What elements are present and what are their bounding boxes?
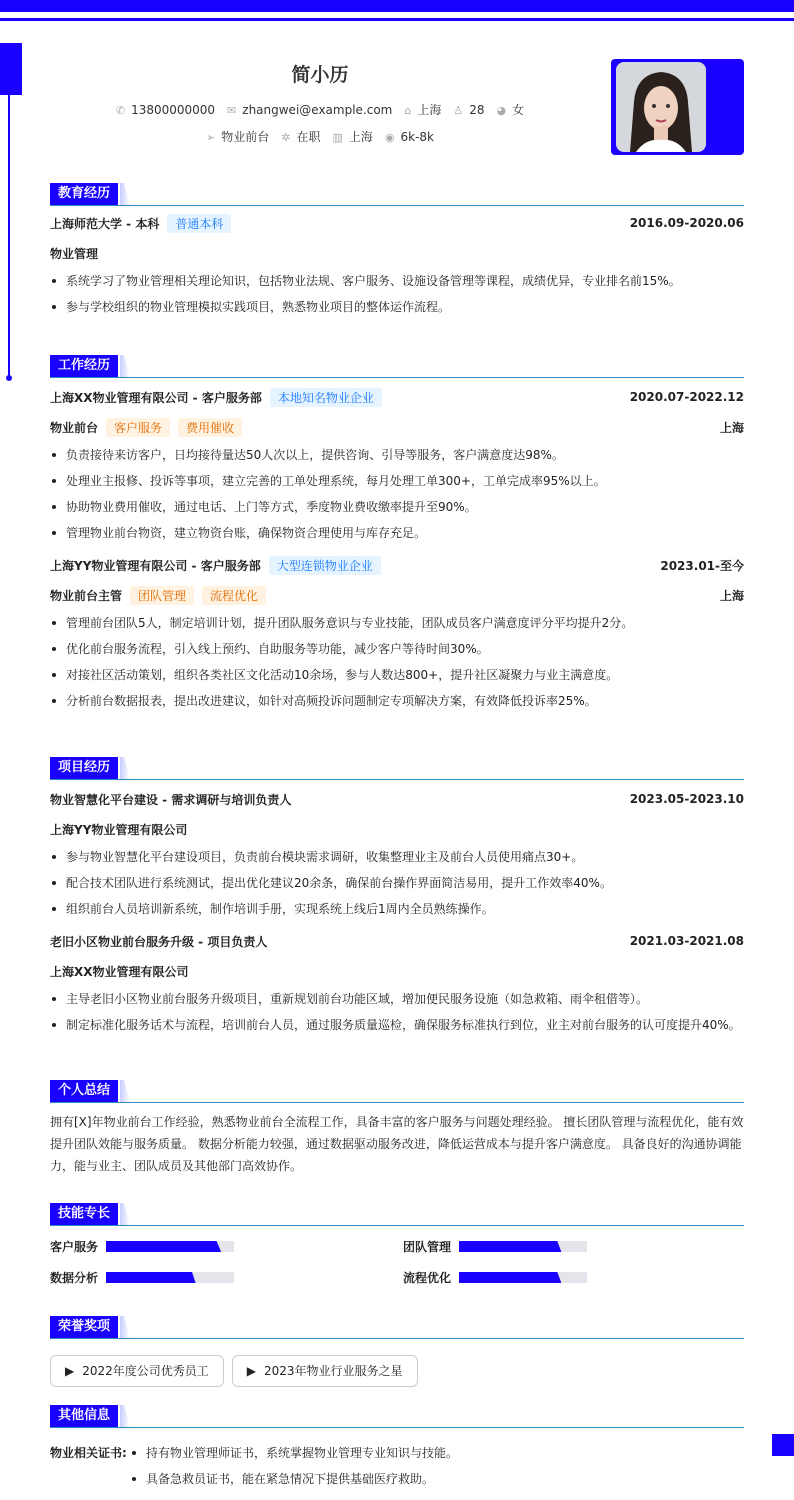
job-city: 上海 (719, 588, 744, 603)
skill-bar-fill (106, 1241, 221, 1252)
job-entry (50, 552, 744, 714)
project-entry (50, 928, 744, 1038)
bullet-item: 组织前台人员培训新系统，制作培训手册，实现系统上线后1周内全员熟练操作。 (50, 896, 744, 922)
bullet-item: 系统学习了物业管理相关理论知识，包括物业法规、客户服务、设施设备管理等课程，成绩优异，专业排名前15%。 (50, 268, 744, 294)
info-item (404, 103, 441, 117)
play-triangle-icon: ▶ (65, 1364, 75, 1378)
info-text: 上海 (417, 103, 442, 117)
candidate-name: 简小历 (291, 64, 349, 86)
top-banner (0, 0, 794, 12)
project-date: 2021.03-2021.08 (629, 934, 744, 948)
company-tag: 本地知名物业企业 (270, 388, 382, 407)
info-text: 物业前台 (221, 130, 270, 144)
info-item (206, 130, 269, 144)
bullet-item: 具备急救员证书，能在紧急情况下提供基础医疗救助。 (130, 1466, 458, 1492)
profile-photo (616, 62, 706, 152)
company: 上海YY物业管理有限公司 - 客户服务部 (50, 558, 261, 573)
left-timeline-dot (6, 375, 12, 381)
skill-item (50, 1269, 403, 1286)
info-text: 28 (469, 103, 485, 117)
skill-name: 流程优化 (403, 1271, 452, 1285)
project-entry (50, 786, 744, 922)
edu-date: 2016.09-2020.06 (629, 216, 744, 230)
skill-item (50, 1238, 403, 1255)
info-text: 上海 (348, 130, 373, 144)
project-date: 2023.05-2023.10 (629, 792, 744, 806)
bullet-item: 对接社区活动策划，组织各类社区文化活动10余场，参与人数达800+，提升社区凝聚力与业主满意度。 (50, 662, 744, 688)
mail-icon: ✉ (227, 104, 237, 117)
skill-bar-fill (459, 1241, 561, 1252)
job-date: 2020.07-2022.12 (629, 390, 744, 404)
role: 物业前台主管 (50, 588, 123, 603)
status-icon: ✲ (281, 131, 291, 144)
summary-text: 拥有[X]年物业前台工作经验，熟悉物业前台全流程工作，具备丰富的客户服务与问题处理经验。 擅长团队管理与流程优化，能有效提升团队效能与服务质量。 数据分析能力较强，通过数据驱动服务改进，降低运营成本与提升客户满意度。 具备良好的沟通协调能力，能与业主、团队成员及其他部门高效协作。 (50, 1115, 744, 1173)
bullet-item: 制定标准化服务话术与流程，培训前台人员，通过服务质量巡检，确保服务标准执行到位，业主对前台服务的认可度提升40%。 (50, 1012, 744, 1038)
info-item (281, 130, 320, 144)
skill-tag: 团队管理 (130, 586, 194, 605)
bullet-item: 优化前台服务流程，引入线上预约、自助服务等功能，减少客户等待时间30%。 (50, 636, 744, 662)
awards-section (50, 1315, 744, 1387)
job-intent-row (0, 128, 640, 145)
photo-frame (611, 59, 744, 155)
info-item (453, 103, 484, 117)
job-entry (50, 384, 744, 546)
section-title: 项目经历 (50, 757, 118, 779)
age-icon: ♙ (453, 104, 464, 117)
projects-section (50, 756, 744, 1038)
gender-icon: ◕ (496, 104, 507, 117)
skill-tag: 客户服务 (106, 418, 170, 437)
bullet-item: 配合技术团队进行系统测试，提出优化建议20余条，确保前台操作界面简洁易用，提升工作效率40%。 (50, 870, 744, 896)
info-text: 女 (512, 103, 525, 117)
section-title: 工作经历 (50, 355, 118, 377)
major: 物业管理 (50, 246, 99, 261)
info-text: 6k-8k (400, 130, 434, 144)
award-chip (232, 1355, 418, 1387)
skill-bar-fill (459, 1272, 561, 1283)
other-section (50, 1404, 744, 1492)
cert-label: 物业相关证书: (50, 1446, 127, 1460)
info-text: zhangwei@example.com (242, 103, 393, 117)
section-title: 个人总结 (50, 1080, 118, 1102)
send-icon: ➢ (206, 131, 216, 144)
skill-item (403, 1238, 744, 1255)
award-text: 2023年物业行业服务之星 (264, 1364, 403, 1378)
education-section (50, 182, 744, 320)
skill-bar (106, 1241, 234, 1252)
bullet-item: 负责接待来访客户，日均接待量达50人次以上，提供咨询、引导等服务，客户满意度达98%。 (50, 442, 744, 468)
project-org: 上海YY物业管理有限公司 (50, 822, 188, 837)
top-rule (0, 18, 794, 21)
play-triangle-icon: ▶ (246, 1364, 257, 1378)
contact-row (0, 101, 640, 118)
bullet-item: 管理物业前台物资，建立物资台账，确保物资合理使用与库存充足。 (50, 520, 744, 546)
section-title: 其他信息 (50, 1405, 118, 1427)
skill-name: 数据分析 (50, 1271, 99, 1285)
skill-item (403, 1269, 744, 1286)
skill-bar (459, 1241, 587, 1252)
skill-name: 客户服务 (50, 1240, 99, 1254)
info-item (116, 103, 215, 117)
info-item (385, 130, 434, 144)
info-item (332, 130, 372, 144)
section-title: 教育经历 (50, 183, 118, 205)
company: 上海XX物业管理有限公司 - 客户服务部 (50, 390, 262, 405)
work-section (50, 354, 744, 714)
bullet-item: 管理前台团队5人，制定培训计划，提升团队服务意识与专业技能，团队成员客户满意度评分平均提升2分。 (50, 610, 744, 636)
job-city: 上海 (719, 420, 744, 435)
company-tag: 大型连锁物业企业 (269, 556, 381, 575)
home-icon: ⌂ (404, 104, 412, 117)
skill-bar (106, 1272, 234, 1283)
info-item (227, 103, 392, 117)
section-title: 技能专长 (50, 1203, 118, 1225)
bullet-item: 协助物业费用催收，通过电话、上门等方式，季度物业费收缴率提升至90%。 (50, 494, 744, 520)
bottom-accent-block (772, 1434, 794, 1456)
skills-section (50, 1202, 744, 1286)
info-item (497, 103, 525, 117)
skill-tag: 费用催收 (178, 418, 242, 437)
degree-tag: 普通本科 (167, 214, 231, 233)
skill-bar-fill (106, 1272, 196, 1283)
award-chip (50, 1355, 224, 1387)
info-text: 13800000000 (131, 103, 216, 117)
bullet-item: 参与学校组织的物业管理模拟实践项目，熟悉物业项目的整体运作流程。 (50, 294, 744, 320)
bullet-item: 处理业主报修、投诉等事项，建立完善的工单处理系统，每月处理工单300+，工单完成率95%以上。 (50, 468, 744, 494)
section-title: 荣誉奖项 (50, 1316, 118, 1338)
salary-icon: ◉ (384, 131, 395, 144)
bullet-item: 分析前台数据报表，提出改进建议，如针对高频投诉问题制定专项解决方案，有效降低投诉率25%。 (50, 688, 744, 714)
role: 物业前台 (50, 420, 99, 435)
skill-bar (459, 1272, 587, 1283)
job-date: 2023.01-至今 (660, 558, 744, 573)
summary-section (50, 1079, 744, 1177)
phone-icon: ✆ (115, 104, 126, 117)
bullet-item: 主导老旧小区物业前台服务升级项目，重新规划前台功能区域，增加便民服务设施（如急救箱、雨伞租借等）。 (50, 986, 744, 1012)
project-name: 物业智慧化平台建设 - 需求调研与培训负责人 (50, 792, 292, 807)
bullet-item: 参与物业智慧化平台建设项目，负责前台模块需求调研，收集整理业主及前台人员使用痛点30+。 (50, 844, 744, 870)
skill-name: 团队管理 (403, 1240, 452, 1254)
skill-tag: 流程优化 (202, 586, 266, 605)
project-name: 老旧小区物业前台服务升级 - 项目负责人 (50, 934, 268, 949)
info-text: 在职 (296, 130, 321, 144)
project-org: 上海XX物业管理有限公司 (50, 964, 189, 979)
building-icon: ▥ (332, 131, 343, 144)
bullet-item: 持有物业管理师证书，系统掌握物业管理专业知识与技能。 (130, 1440, 458, 1466)
school-name: 上海师范大学 - 本科 (50, 216, 160, 231)
award-text: 2022年度公司优秀员工 (82, 1364, 209, 1378)
